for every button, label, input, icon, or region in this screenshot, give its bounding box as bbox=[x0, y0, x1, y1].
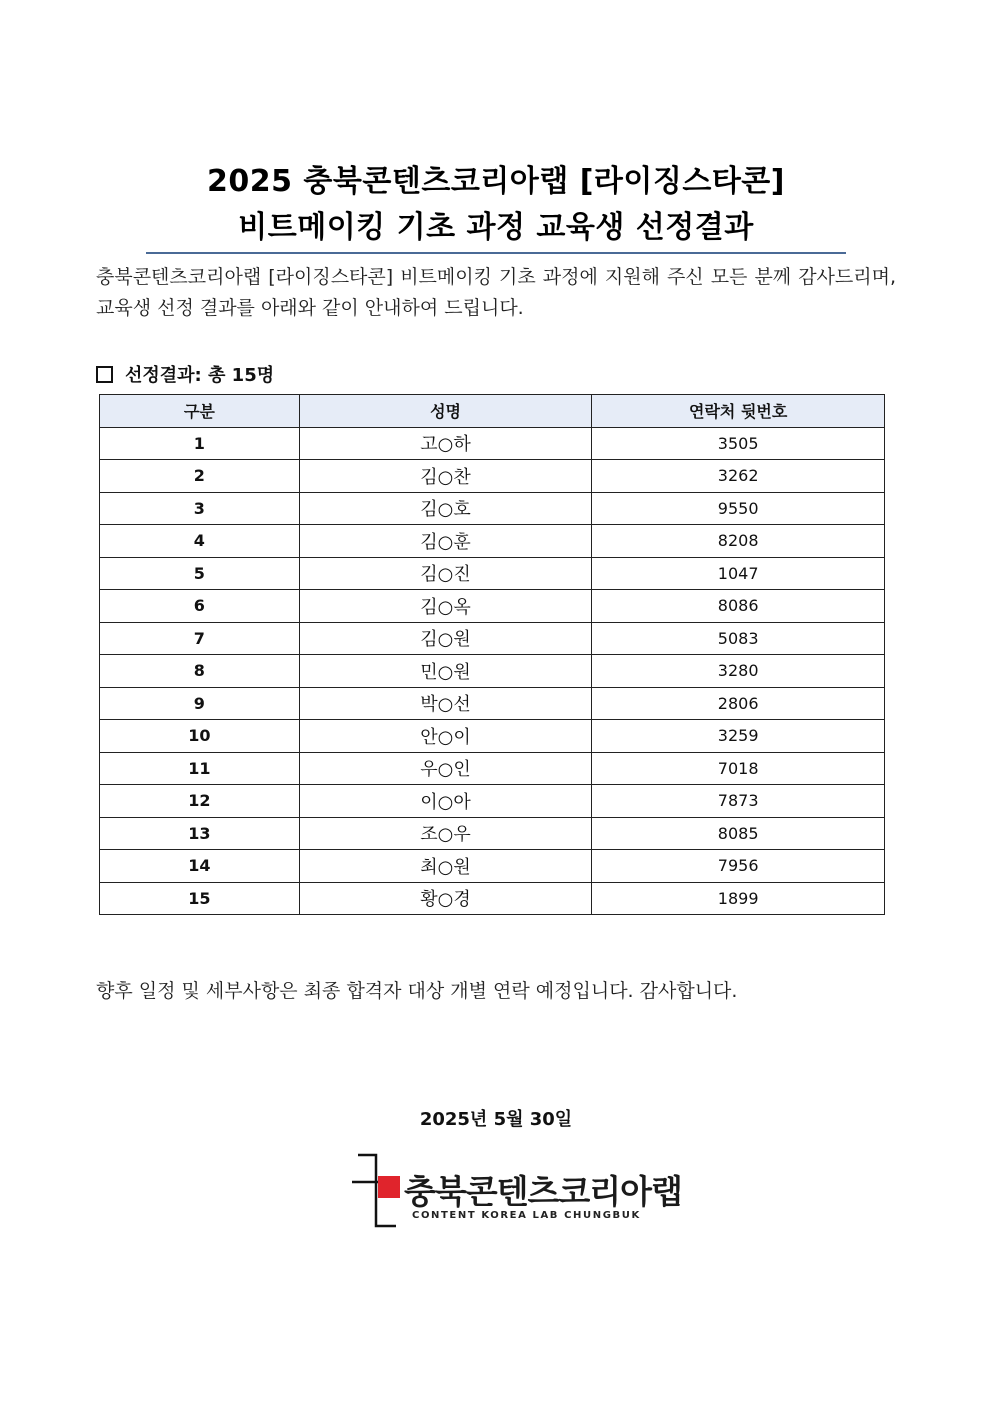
table-body bbox=[100, 427, 885, 915]
checkbox-square-icon bbox=[96, 366, 113, 383]
row-number: 7 bbox=[100, 622, 300, 655]
header-phone-suffix: 연락처 뒷번호 bbox=[592, 395, 885, 428]
intro-paragraph: 충북콘텐츠코리아랩 [라이징스타콘] 비트메이킹 기초 과정에 지원해 주신 모든 분께 감사드리며, 교육생 선정 결과를 아래와 같이 안내하여 드립니다. bbox=[96, 266, 896, 319]
selection-result-table bbox=[99, 394, 885, 915]
row-number: 8 bbox=[100, 655, 300, 688]
row-number: 12 bbox=[100, 785, 300, 818]
table-row bbox=[100, 687, 885, 720]
row-phone-suffix: 8208 bbox=[592, 525, 885, 558]
row-phone-suffix: 2806 bbox=[592, 687, 885, 720]
row-number: 4 bbox=[100, 525, 300, 558]
row-number: 14 bbox=[100, 850, 300, 883]
row-name: 민○원 bbox=[299, 655, 592, 688]
row-name: 박○선 bbox=[299, 687, 592, 720]
row-name: 고○하 bbox=[299, 427, 592, 460]
row-name: 김○찬 bbox=[299, 460, 592, 493]
logo-red-square bbox=[378, 1176, 400, 1198]
row-phone-suffix: 7018 bbox=[592, 752, 885, 785]
row-number: 10 bbox=[100, 720, 300, 753]
header-name: 성명 bbox=[299, 395, 592, 428]
row-name: 우○인 bbox=[299, 752, 592, 785]
title-divider bbox=[146, 252, 846, 254]
page-title-line-2: 비트메이킹 기초 과정 교육생 선정결과 bbox=[238, 210, 754, 245]
table-row bbox=[100, 655, 885, 688]
logo-subtitle: CONTENT KOREA LAB CHUNGBUK bbox=[412, 1210, 641, 1221]
table-row bbox=[100, 622, 885, 655]
header-number: 구분 bbox=[100, 395, 300, 428]
row-name: 이○아 bbox=[299, 785, 592, 818]
row-name: 김○진 bbox=[299, 557, 592, 590]
row-number: 3 bbox=[100, 492, 300, 525]
row-name: 황○경 bbox=[299, 882, 592, 915]
page-title-line-1: 2025 충북콘텐츠코리아랩 [라이징스타콘] bbox=[206, 164, 785, 199]
table-row bbox=[100, 850, 885, 883]
row-phone-suffix: 8085 bbox=[592, 817, 885, 850]
row-number: 2 bbox=[100, 460, 300, 493]
closing-note: 향후 일정 및 세부사항은 최종 합격자 대상 개별 연락 예정입니다. 감사합니다. bbox=[96, 980, 738, 1002]
table-row bbox=[100, 882, 885, 915]
row-phone-suffix: 9550 bbox=[592, 492, 885, 525]
row-name: 최○원 bbox=[299, 850, 592, 883]
section-heading bbox=[96, 361, 274, 387]
row-number: 11 bbox=[100, 752, 300, 785]
table-row bbox=[100, 525, 885, 558]
row-name: 김○옥 bbox=[299, 590, 592, 623]
row-phone-suffix: 7956 bbox=[592, 850, 885, 883]
row-number: 5 bbox=[100, 557, 300, 590]
logo-name: 충북콘텐츠코리아랩 bbox=[404, 1172, 682, 1211]
row-name: 김○호 bbox=[299, 492, 592, 525]
row-name: 김○훈 bbox=[299, 525, 592, 558]
row-number: 15 bbox=[100, 882, 300, 915]
table-row bbox=[100, 492, 885, 525]
row-number: 1 bbox=[100, 427, 300, 460]
row-phone-suffix: 3262 bbox=[592, 460, 885, 493]
row-phone-suffix: 5083 bbox=[592, 622, 885, 655]
row-phone-suffix: 1899 bbox=[592, 882, 885, 915]
row-phone-suffix: 3280 bbox=[592, 655, 885, 688]
row-phone-suffix: 1047 bbox=[592, 557, 885, 590]
row-number: 13 bbox=[100, 817, 300, 850]
row-phone-suffix: 3505 bbox=[592, 427, 885, 460]
row-name: 김○원 bbox=[299, 622, 592, 655]
logo-mark-icon bbox=[350, 1152, 410, 1232]
table-header-row bbox=[100, 395, 885, 428]
row-phone-suffix: 3259 bbox=[592, 720, 885, 753]
row-phone-suffix: 8086 bbox=[592, 590, 885, 623]
table-row bbox=[100, 720, 885, 753]
row-name: 안○이 bbox=[299, 720, 592, 753]
organization-logo bbox=[350, 1152, 682, 1232]
row-phone-suffix: 7873 bbox=[592, 785, 885, 818]
table-row bbox=[100, 590, 885, 623]
document-date: 2025년 5월 30일 bbox=[419, 1109, 573, 1130]
row-name: 조○우 bbox=[299, 817, 592, 850]
table-row bbox=[100, 785, 885, 818]
row-number: 9 bbox=[100, 687, 300, 720]
row-number: 6 bbox=[100, 590, 300, 623]
table-row bbox=[100, 817, 885, 850]
table-row bbox=[100, 427, 885, 460]
section-heading-text: 선정결과: 총 15명 bbox=[125, 365, 275, 386]
table-row bbox=[100, 557, 885, 590]
table-row bbox=[100, 752, 885, 785]
table-row bbox=[100, 460, 885, 493]
